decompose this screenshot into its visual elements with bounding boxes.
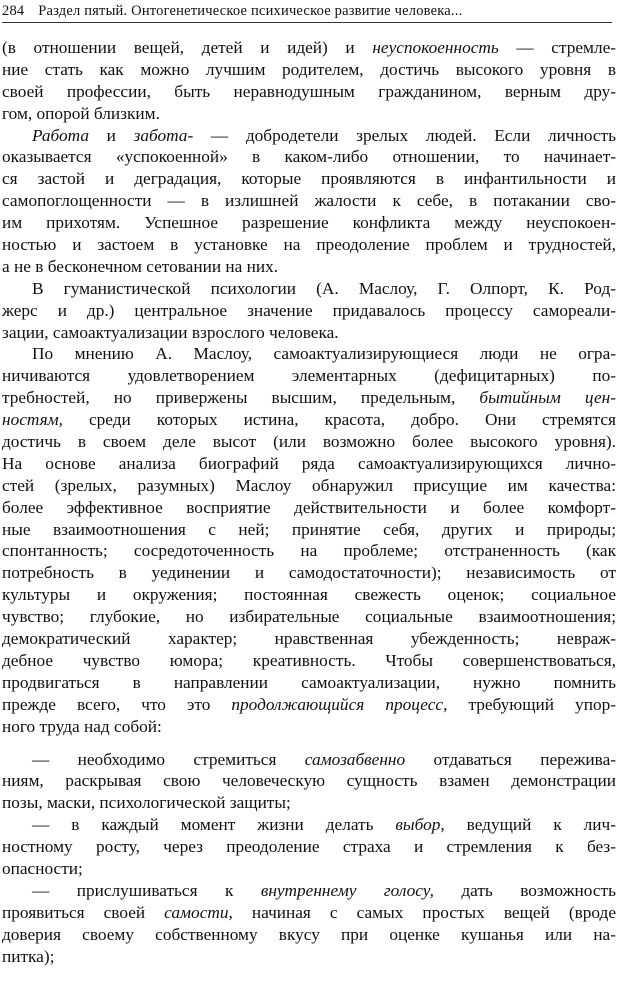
text-line: а не в бесконечном сетовании на них. — [2, 256, 279, 276]
text-line: доверия своему собственному вкусу при оценке кушанья или на- — [2, 924, 616, 944]
text-line: самопоглощенности — в излишней жалости к себе, в потакании сво- — [2, 191, 616, 211]
text-line: дебное чувство юмора; креативность. Чтобы совершенствоваться, — [2, 650, 616, 670]
text-line: опасности; — [2, 858, 83, 878]
text-line: ного труда над собой: — [2, 716, 162, 736]
text-line: требностей, но привержены высшим, предельным, бытийным цен- — [2, 388, 616, 408]
text-line: своей профессии, быть неравнодушным гражданином, верным дру- — [2, 81, 616, 101]
text-line: ниям, раскрывая свою человеческую сущность взамен демонстрации — [2, 771, 616, 791]
text-line: ностному росту, через преодоление страха и стремления к без- — [2, 837, 616, 857]
text-line: более эффективное восприятие действительности и более комфорт- — [2, 497, 616, 517]
text-line: демократический характер; нравственная убежденность; невраж- — [2, 629, 616, 649]
text-line: позы, маски, психологической защиты; — [2, 793, 291, 813]
running-header — [2, 0, 612, 23]
text-line: ние стать как можно лучшим родителем, достичь высокого уровня в — [2, 59, 616, 79]
text-line: продвигаться в направлении самоактуализации, нужно помнить — [2, 672, 616, 692]
text-line: проявиться своей самости, начиная с самых простых вещей (вроде — [2, 902, 616, 922]
text-line: прежде всего, что это продолжающийся процесс, требующий упор- — [2, 694, 616, 714]
text-line: В гуманистической психологии (А. Маслоу, Г. Олпорт, К. Род- — [32, 278, 616, 298]
text-line: оказывается «успокоенной» в каком-либо отношении, то начинает- — [2, 147, 616, 167]
text-line: чувство; глубокие, но избирательные социальные взаимоотношения; — [2, 607, 616, 627]
text-line: жерс и др.) центральное значение придавалось процессу самореали- — [2, 300, 616, 320]
text-line: ностью и застоем в установке на преодоление проблем и трудностей, — [2, 235, 616, 255]
text-line: им прихотям. Успешное разрешение конфликта между неуспокоен- — [2, 213, 616, 233]
text-line: достичь в своем деле высот (или возможно более высокого уровня). — [2, 432, 616, 452]
body-text — [2, 37, 616, 967]
text-line: — прислушиваться к внутреннему голосу, дать возможность — [32, 880, 616, 900]
text-line: гом, опорой близким. — [2, 103, 160, 123]
text-line: Работа и забота- — добродетели зрелых людей. Если личность — [32, 125, 616, 145]
paragraph-gap — [2, 738, 616, 749]
text-line: (в отношении вещей, детей и идей) и неуспокоенность — стремле- — [2, 38, 617, 57]
text-line: На основе анализа биографий ряда самоактуализирующихся лично- — [2, 453, 616, 473]
text-line: ностям, среди которых истина, красота, добро. Они стремятся — [2, 410, 616, 430]
page-number: 284 — [2, 3, 25, 19]
text-line: стей (зрелых, разумных) Маслоу обнаружил присущие им качества: — [2, 475, 616, 495]
text-line: — в каждый момент жизни делать выбор, ведущий к лич- — [32, 815, 616, 835]
text-line: зации, самоактуализации взрослого человека. — [2, 322, 339, 342]
text-line: культуры и окружения; постоянная свежесть оценок; социальное — [2, 585, 616, 605]
running-title: Раздел пятый. Онтогенетическое психическое развитие человека... — [38, 3, 463, 19]
text-line: питка); — [2, 946, 55, 966]
text-line: ные взаимоотношения с ней; принятие себя, других и природы; — [2, 519, 616, 539]
text-line: — необходимо стремиться самозабвенно отдаваться пережива- — [32, 749, 616, 769]
text-line: По мнению А. Маслоу, самоактуализирующиеся люди не огра- — [32, 344, 616, 364]
text-line: ся застой и деградация, которые проявляются в инфантильности и — [2, 169, 616, 189]
text-line: потребность в уединении и самодостаточности); независимость от — [2, 563, 616, 583]
text-line: спонтанность; сосредоточенность на проблеме; отстраненность (как — [2, 541, 616, 561]
text-line: ничиваются удовлетворением элементарных (дефицитарных) по- — [2, 366, 616, 386]
